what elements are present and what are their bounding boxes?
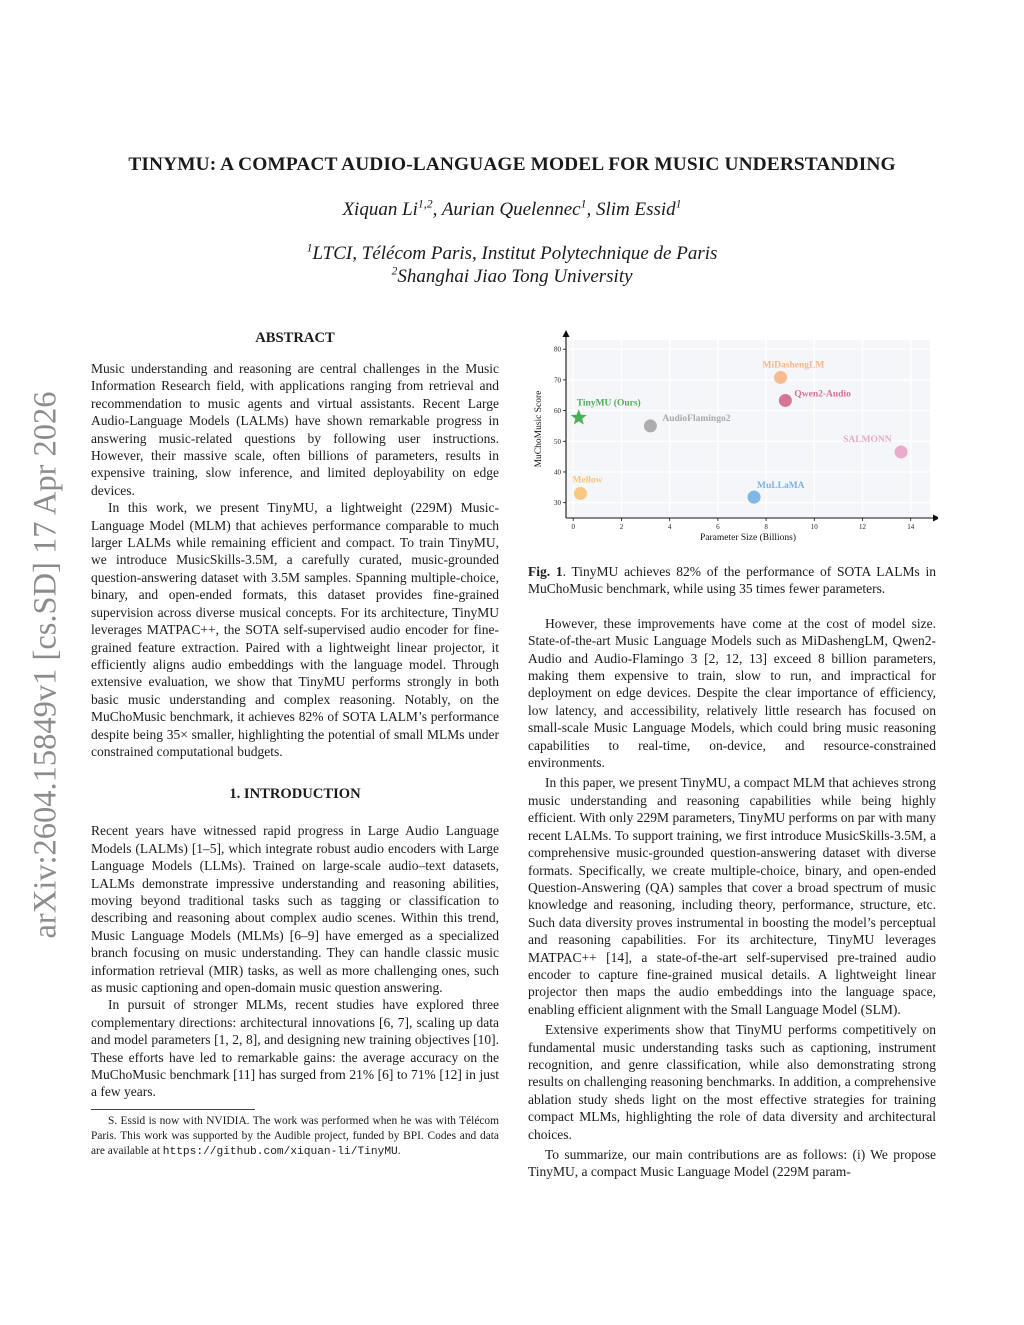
y-tick-label: 70 xyxy=(554,376,561,385)
x-tick-label: 6 xyxy=(716,523,720,531)
author-name: Xiquan Li xyxy=(342,199,418,220)
author-affiliation-mark: 1 xyxy=(580,197,587,211)
author-name: Slim Essid xyxy=(595,199,676,220)
data-point-label: SALMONN xyxy=(843,435,892,446)
footnote-text: S. Essid is now with NVIDIA. The work was performed when he was with Télécom Paris. This work was supported by the Audible project, funded by BPI. Codes and data are available at xyxy=(91,1114,499,1157)
introduction-paragraph: Extensive experiments show that TinyMU performs competitively on fundamental music understanding tasks such as captioning, instrument recognition, and genre classification, while also demonstrating strong results on challenging reasoning benchmarks. In addition, a comprehensive ablation study sheds light on the most effective strategies for training compact MLMs, highlighting the role of data diversity and architectural choices. xyxy=(528,1022,936,1142)
paper-title: TINYMU: A COMPACT AUDIO-LANGUAGE MODEL FOR MUSIC UNDERSTANDING xyxy=(128,154,896,175)
x-tick-label: 0 xyxy=(571,523,575,531)
footnote-divider xyxy=(91,1109,255,1110)
right-column xyxy=(528,563,936,1181)
left-column xyxy=(91,330,499,1160)
figure-caption xyxy=(528,563,936,598)
data-point xyxy=(774,371,787,384)
y-tick-label: 40 xyxy=(554,468,561,477)
data-point xyxy=(895,446,908,459)
data-point-label: Qwen2-Audio xyxy=(794,389,851,400)
x-tick-label: 10 xyxy=(810,523,818,531)
plot-background xyxy=(566,340,930,518)
data-point xyxy=(748,491,761,504)
y-tick-label: 50 xyxy=(554,437,561,446)
affiliation-text: Shanghai Jiao Tong University xyxy=(397,266,633,287)
arxiv-identifier xyxy=(28,370,64,960)
introduction-paragraph: To summarize, our main contributions are as follows: (i) We propose TinyMU, a compact Music Language Model (229M param- xyxy=(528,1147,936,1180)
x-axis-arrow xyxy=(933,515,938,522)
affiliation-2 xyxy=(60,266,964,288)
x-tick-label: 14 xyxy=(907,523,915,531)
data-point xyxy=(644,419,657,432)
footnote xyxy=(91,1114,499,1160)
x-tick-label: 8 xyxy=(764,523,768,531)
introduction-paragraph: In this paper, we present TinyMU, a compact MLM that achieves strong music understanding and reasoning capabilities while being highly efficient. With only 229M parameters, TinyMU performs on par with many recent LALMs. To support training, we first introduce MusicSkills-3.5M, a comprehensive music-grounded question-answering dataset with diverse formats. Specifically, we create multiple-choice, binary, and open-ended Question-Answering (QA) samples that cover a broad spectrum of music knowledge and reasoning, including theory, performance, structure, etc. Such data diversity proves instrumental in boosting the model’s perceptual and reasoning capabilities. For its architecture, TinyMU leverages MATPAC++ [14], a state-of-the-art self-supervised pre-trained audio encoder to capture fine-grained musical details. A lightweight linear projector then maps the audio embeddings into the language space, enabling efficient alignment with the Small Language Model (SLM). xyxy=(528,775,936,1017)
affiliation-mark: 1 xyxy=(306,241,313,255)
data-point-label: AudioFlamingo2 xyxy=(662,413,731,424)
code-repository-link[interactable]: https://github.com/xiquan-li/TinyMU xyxy=(162,1145,398,1158)
y-tick-label: 60 xyxy=(554,407,561,416)
introduction-paragraph: In pursuit of stronger MLMs, recent studies have explored three complementary directions: architectural innovations [6, 7], scaling up data and model parameters [1, 2, 8], and designing new training objectives [10]. These efforts have led to remarkable gains: the average accuracy on the MuChoMusic benchmark [11] has surged from 21% [6] to 71% [12] in just a few years. xyxy=(91,997,499,1100)
scatter-plot xyxy=(528,330,938,545)
data-point-label: MiDashengLM xyxy=(762,360,825,371)
introduction-paragraph: However, these improvements have come at the cost of model size. State-of-the-art Music Language Models such as MiDashengLM, Qwen2-Audio and Audio-Flamingo 3 [2, 12, 13] exceed 8 billion parameters, making them expensive to train, slow to run, and impractical for deployment on edge devices. Despite the clear importance of efficiency, low latency, and accessibility, relatively little research has focused on small-scale Music Language Models, which could bring music reasoning capabilities to real-time, on-device, and resource-constrained environments. xyxy=(528,615,936,771)
data-point xyxy=(779,394,792,407)
y-axis-arrow xyxy=(563,330,570,337)
y-tick-label: 30 xyxy=(554,499,561,508)
figure-1 xyxy=(528,330,938,545)
abstract-paragraph: Music understanding and reasoning are central challenges in the Music Information Research field, with applications ranging from retrieval and recommendation to music agents and virtual assistants. Recent Large Audio-Language Models (LALMs) have shown remarkable progress in answering music-related questions by following user instructions. However, their massive scale, often billions of parameters, results in expensive training, slow inference, and limited deployability on edge devices. xyxy=(91,361,499,498)
introduction-heading: 1. INTRODUCTION xyxy=(229,786,361,803)
author-affiliation-mark: 1,2 xyxy=(417,197,433,211)
footnote-end: . xyxy=(397,1144,401,1157)
data-point-label: Mellow xyxy=(572,475,603,486)
affiliation-1 xyxy=(60,243,964,265)
arxiv-identifier-text: arXiv:2604.15849v1 [cs.SD] 17 Apr 2026 xyxy=(27,391,64,939)
affiliation-text: LTCI, Télécom Paris, Institut Polytechnique de Paris xyxy=(312,243,718,264)
x-tick-label: 4 xyxy=(667,523,672,531)
abstract-paragraph: In this work, we present TinyMU, a lightweight (229M) Music-Language Model (MLM) that achieves performance comparable to much larger LALMs while remaining efficient and compact. To train TinyMU, we introduce MusicSkills-3.5M, a carefully curated, music-grounded question-answering dataset with 3.5M samples. Spanning multiple-choice, binary, and open-ended formats, this dataset provides fine-grained supervision across diverse musical concepts. For its architecture, TinyMU leverages MATPAC++, the SOTA self-supervised audio encoder for fine-grained feature extraction. Paired with a lightweight linear projector, it efficiently aligns audio embeddings with the language model. Through extensive evaluation, we show that TinyMU performs strongly in both basic music understanding and complex reasoning. Notably, on the MuChoMusic benchmark, it achieves 82% of SOTA LALM’s performance despite being 35× smaller, highlighting the potential of small MLMs under constrained computational budgets. xyxy=(91,500,499,759)
affiliation-mark: 2 xyxy=(391,264,398,278)
x-tick-label: 2 xyxy=(619,523,624,531)
author-affiliation-mark: 1 xyxy=(675,197,682,211)
figure-caption-label: Fig. 1 xyxy=(528,564,563,579)
figure-caption-text: . TinyMU achieves 82% of the performance of SOTA LALMs in MuChoMusic benchmark, while using 35 times fewer parameters. xyxy=(528,564,936,597)
y-tick-label: 80 xyxy=(554,345,561,354)
x-axis-label: Parameter Size (Billions) xyxy=(699,533,797,543)
data-point xyxy=(574,487,587,500)
author-name: Aurian Quelennec xyxy=(441,199,581,220)
x-tick-label: 12 xyxy=(859,523,867,531)
y-axis-label: MuChoMusic Score xyxy=(534,390,544,468)
author-list: Xiquan Li$^{1,2}$, Aurian Quelennec$^1$, Slim Essid$^1$ xyxy=(342,197,682,220)
introduction-paragraph: Recent years have witnessed rapid progress in Large Audio Language Models (LALMs) [1–5], which integrate robust audio encoders with Large Language Models (LLMs). Trained on large-scale audio–text datasets, LALMs demonstrate impressive understanding and reasoning abilities, moving beyond traditional tasks such as tagging or classification to describing and reasoning about complex audio scenes. Within this trend, Music Language Models (MLMs) [6–9] have emerged as a specialized branch focusing on music understanding. They can handle classic music information retrieval (MIR) tasks, as well as more challenging ones, such as music captioning and open-domain music question answering. xyxy=(91,823,499,995)
abstract-heading: ABSTRACT xyxy=(255,330,335,346)
data-point-label: TinyMU (Ours) xyxy=(576,398,641,409)
data-point-label: MuLLaMA xyxy=(757,481,805,492)
